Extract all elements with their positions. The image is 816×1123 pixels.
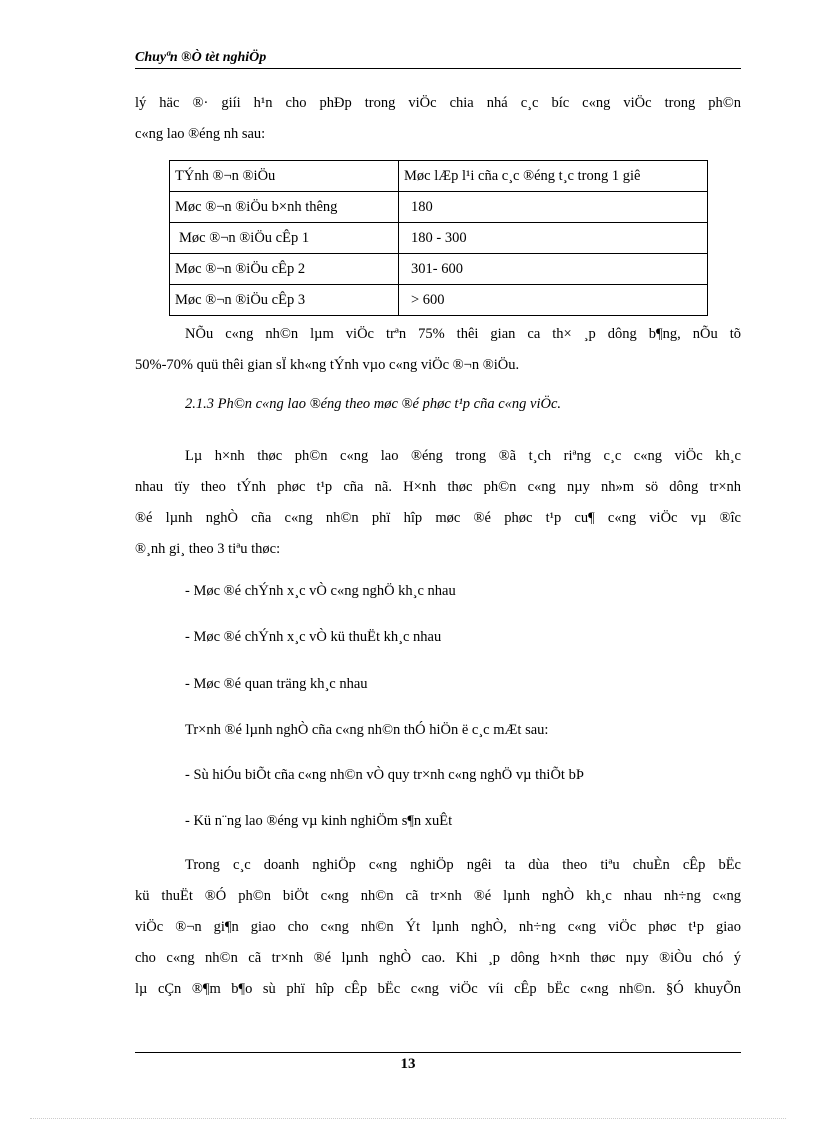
table-row xyxy=(170,192,708,223)
skill-item: - Sù hiÓu biÕt cña c«ng nh©n vÒ quy tr×nh c«ng nghÖ vµ thiÕt bÞ xyxy=(185,767,584,783)
criteria-item: - Møc ®é quan träng kh¸c nhau xyxy=(185,676,368,692)
table-cell: TÝnh ®¬n ®iÖu xyxy=(170,161,399,192)
paragraph-definition xyxy=(135,441,741,565)
table-cell: 180 - 300 xyxy=(399,223,708,254)
text-line: kü thuËt ®Ó ph©n biÖt c«ng nh©n cã tr×nh ®é lµnh nghÒ kh¸c nhau nh÷ng c«ng xyxy=(135,888,741,904)
paragraph-enterprise xyxy=(135,850,741,1005)
page-number: 13 xyxy=(400,1056,416,1072)
skill-item: - Kü n¨ng lao ®éng vµ kinh nghiÖm s¶n xuÊt xyxy=(185,813,453,829)
table-cell: 301- 600 xyxy=(399,254,708,285)
table-cell: Møc ®¬n ®iÖu cÊp 1 xyxy=(170,223,399,254)
table-row xyxy=(170,223,708,254)
header-rule xyxy=(135,68,741,69)
table-cell: Møc ®¬n ®iÖu b×nh thêng xyxy=(170,192,399,223)
monotony-table xyxy=(169,160,708,316)
table-row xyxy=(170,254,708,285)
text-line: lý häc ®· giíi h¹n cho phÐp trong viÖc chia nhá c¸c bíc c«ng viÖc trong ph©n xyxy=(135,95,741,111)
footer-rule xyxy=(135,1052,741,1053)
text-line: cho c«ng nh©n cã tr×nh ®é lµnh nghÒ cao. Khi ¸p dông h×nh thøc nµy ®iÒu chó ý xyxy=(135,950,741,966)
text-line: Lµ h×nh thøc ph©n c«ng lao ®éng trong ®ã t¸ch riªng c¸c c«ng viÖc kh¸c xyxy=(185,448,741,464)
paragraph-usage xyxy=(135,319,741,381)
document-header-title: Chuyªn ®Ò tèt nghiÖp xyxy=(135,50,267,65)
text-line: Trong c¸c doanh nghiÖp c«ng nghiÖp ngêi ta dùa theo tiªu chuÈn cÊp bËc xyxy=(185,857,741,873)
table-cell: > 600 xyxy=(399,285,708,316)
text-line: 50%-70% quü thêi gian sÏ kh«ng tÝnh vµo c«ng viÖc ®¬n ®iÖu. xyxy=(135,357,520,373)
text-line: c«ng lao ®éng nh sau: xyxy=(135,126,266,142)
criteria-item: - Møc ®é chÝnh x¸c vÒ c«ng nghÖ kh¸c nhau xyxy=(185,583,456,599)
criteria-item: - Møc ®é chÝnh x¸c vÒ kü thuËt kh¸c nhau xyxy=(185,629,442,645)
page-edge-divider xyxy=(30,1118,786,1119)
text-line: NÕu c«ng nh©n lµm viÖc trªn 75% thêi gian ca th× ¸p dông b¶ng, nÕu tõ xyxy=(185,326,741,342)
table-row xyxy=(170,161,708,192)
table-row xyxy=(170,285,708,316)
table-cell: Møc lÆp l¹i cña c¸c ®éng t¸c trong 1 giê xyxy=(399,161,708,192)
skill-intro: Tr×nh ®é lµnh nghÒ cña c«ng nh©n thÓ hiÖn ë c¸c mÆt sau: xyxy=(185,722,549,738)
text-line: ®¸nh gi¸ theo 3 tiªu thøc: xyxy=(135,541,281,557)
text-line: lµ cÇn ®¶m b¶o sù phï hîp cÊp bËc c«ng viÖc víi cÊp bËc c«ng nh©n. §Ó khuyÕn xyxy=(135,981,741,997)
text-line: ®é lµnh nghÒ cña c«ng nh©n phï hîp møc ®é phøc t¹p cu¶ c«ng viÖc vµ ®îc xyxy=(135,510,741,526)
section-heading: 2.1.3 Ph©n c«ng lao ®éng theo møc ®é phøc t¹p cña c«ng viÖc. xyxy=(185,396,562,412)
table-cell: Møc ®¬n ®iÖu cÊp 3 xyxy=(170,285,399,316)
text-line: viÖc ®¬n gi¶n giao cho c«ng nh©n Ýt lµnh nghÒ, nh÷ng c«ng viÖc phøc t¹p giao xyxy=(135,919,741,935)
table-cell: Møc ®¬n ®iÖu cÊp 2 xyxy=(170,254,399,285)
text-line: nhau tïy theo tÝnh phøc t¹p cña nã. H×nh thøc ph©n c«ng nµy nh»m sö dông tr×nh xyxy=(135,479,741,495)
table-cell: 180 xyxy=(399,192,708,223)
paragraph-intro xyxy=(135,88,741,150)
